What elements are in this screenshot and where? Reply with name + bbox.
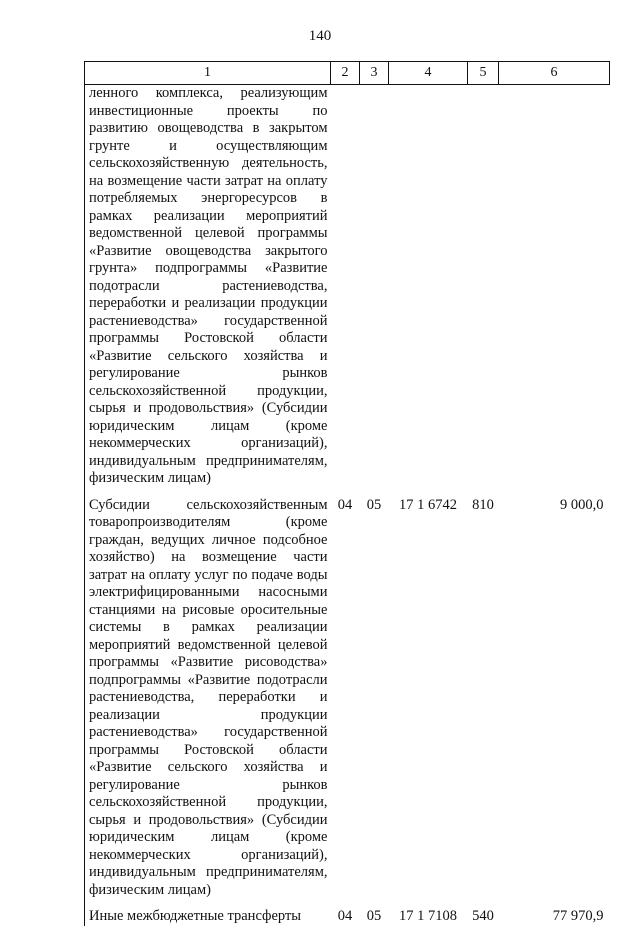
row-amount: 77 970,9 bbox=[552, 908, 604, 924]
row-csr: 17 1 7108 bbox=[399, 908, 457, 924]
row-pr bbox=[360, 85, 389, 488]
row-amount: 9 000,0 bbox=[560, 496, 604, 513]
row-pr: 05 bbox=[366, 908, 382, 924]
row-csr bbox=[389, 85, 468, 488]
column-header-4: 4 bbox=[389, 62, 468, 85]
column-header-5: 5 bbox=[468, 62, 499, 85]
row-amount bbox=[499, 85, 610, 488]
column-header-6: 6 bbox=[499, 62, 610, 85]
row-rz: 04 bbox=[337, 496, 353, 513]
row-description: Иные межбюджетные трансферты bbox=[85, 908, 331, 926]
row-rz: 04 bbox=[337, 908, 353, 924]
table-header bbox=[85, 62, 610, 85]
budget-table bbox=[84, 61, 610, 926]
row-vr: 540 bbox=[472, 908, 494, 924]
page-number: 140 bbox=[308, 28, 332, 44]
row-vr: 810 bbox=[472, 496, 494, 513]
column-header-2: 2 bbox=[331, 62, 360, 85]
row-csr: 17 1 6742 bbox=[399, 496, 457, 513]
column-header-1: 1 bbox=[85, 62, 331, 85]
row-rz bbox=[331, 85, 360, 488]
table-row bbox=[85, 908, 610, 926]
table-row bbox=[85, 497, 610, 900]
row-vr bbox=[468, 85, 499, 488]
row-description: ленного комплекса, реализующим инвестиционные проекты по развитию овощеводства в закрытом грунте и осуществляющим сельскохозяйственную деятельность, на возмещение части затрат на оплату потребляемых энергоресурсов в рамках реализации мероприятий ведомственной целевой программы «Развитие овощеводства закрытого грунта» подпрограммы «Развитие подотрасли растениеводства, переработки и реализации продукции растениеводства» государственной программы Ростовской области «Развитие сельского хозяйства и регулирование рынков сельскохозяйственной продукции, сырья и продовольствия» (Субсидии юридическим лицам (кроме некоммерческих организаций), индивидуальным предпринимателям, физическим лицам) bbox=[85, 85, 331, 488]
row-pr: 05 bbox=[366, 496, 382, 513]
table-row bbox=[85, 85, 610, 488]
row-description: Субсидии сельскохозяйственным товаропроизводителям (кроме граждан, ведущих личное подсобное хозяйство) на возмещение части затрат на оплату услуг по подаче воды электрифицированными насосными станциями на рисовые оросительные системы в рамках реализации мероприятий ведомственной целевой программы «Развитие рисоводства» подпрограммы «Развитие подотрасли растениеводства, переработки и реализации продукции растениеводства» государственной программы Ростовской области «Развитие сельского хозяйства и регулирование рынков сельскохозяйственной продукции, сырья и продовольствия» (Субсидии юридическим лицам (кроме некоммерческих организаций), индивидуальным предпринимателям, физическим лицам) bbox=[85, 497, 331, 900]
column-header-3: 3 bbox=[360, 62, 389, 85]
